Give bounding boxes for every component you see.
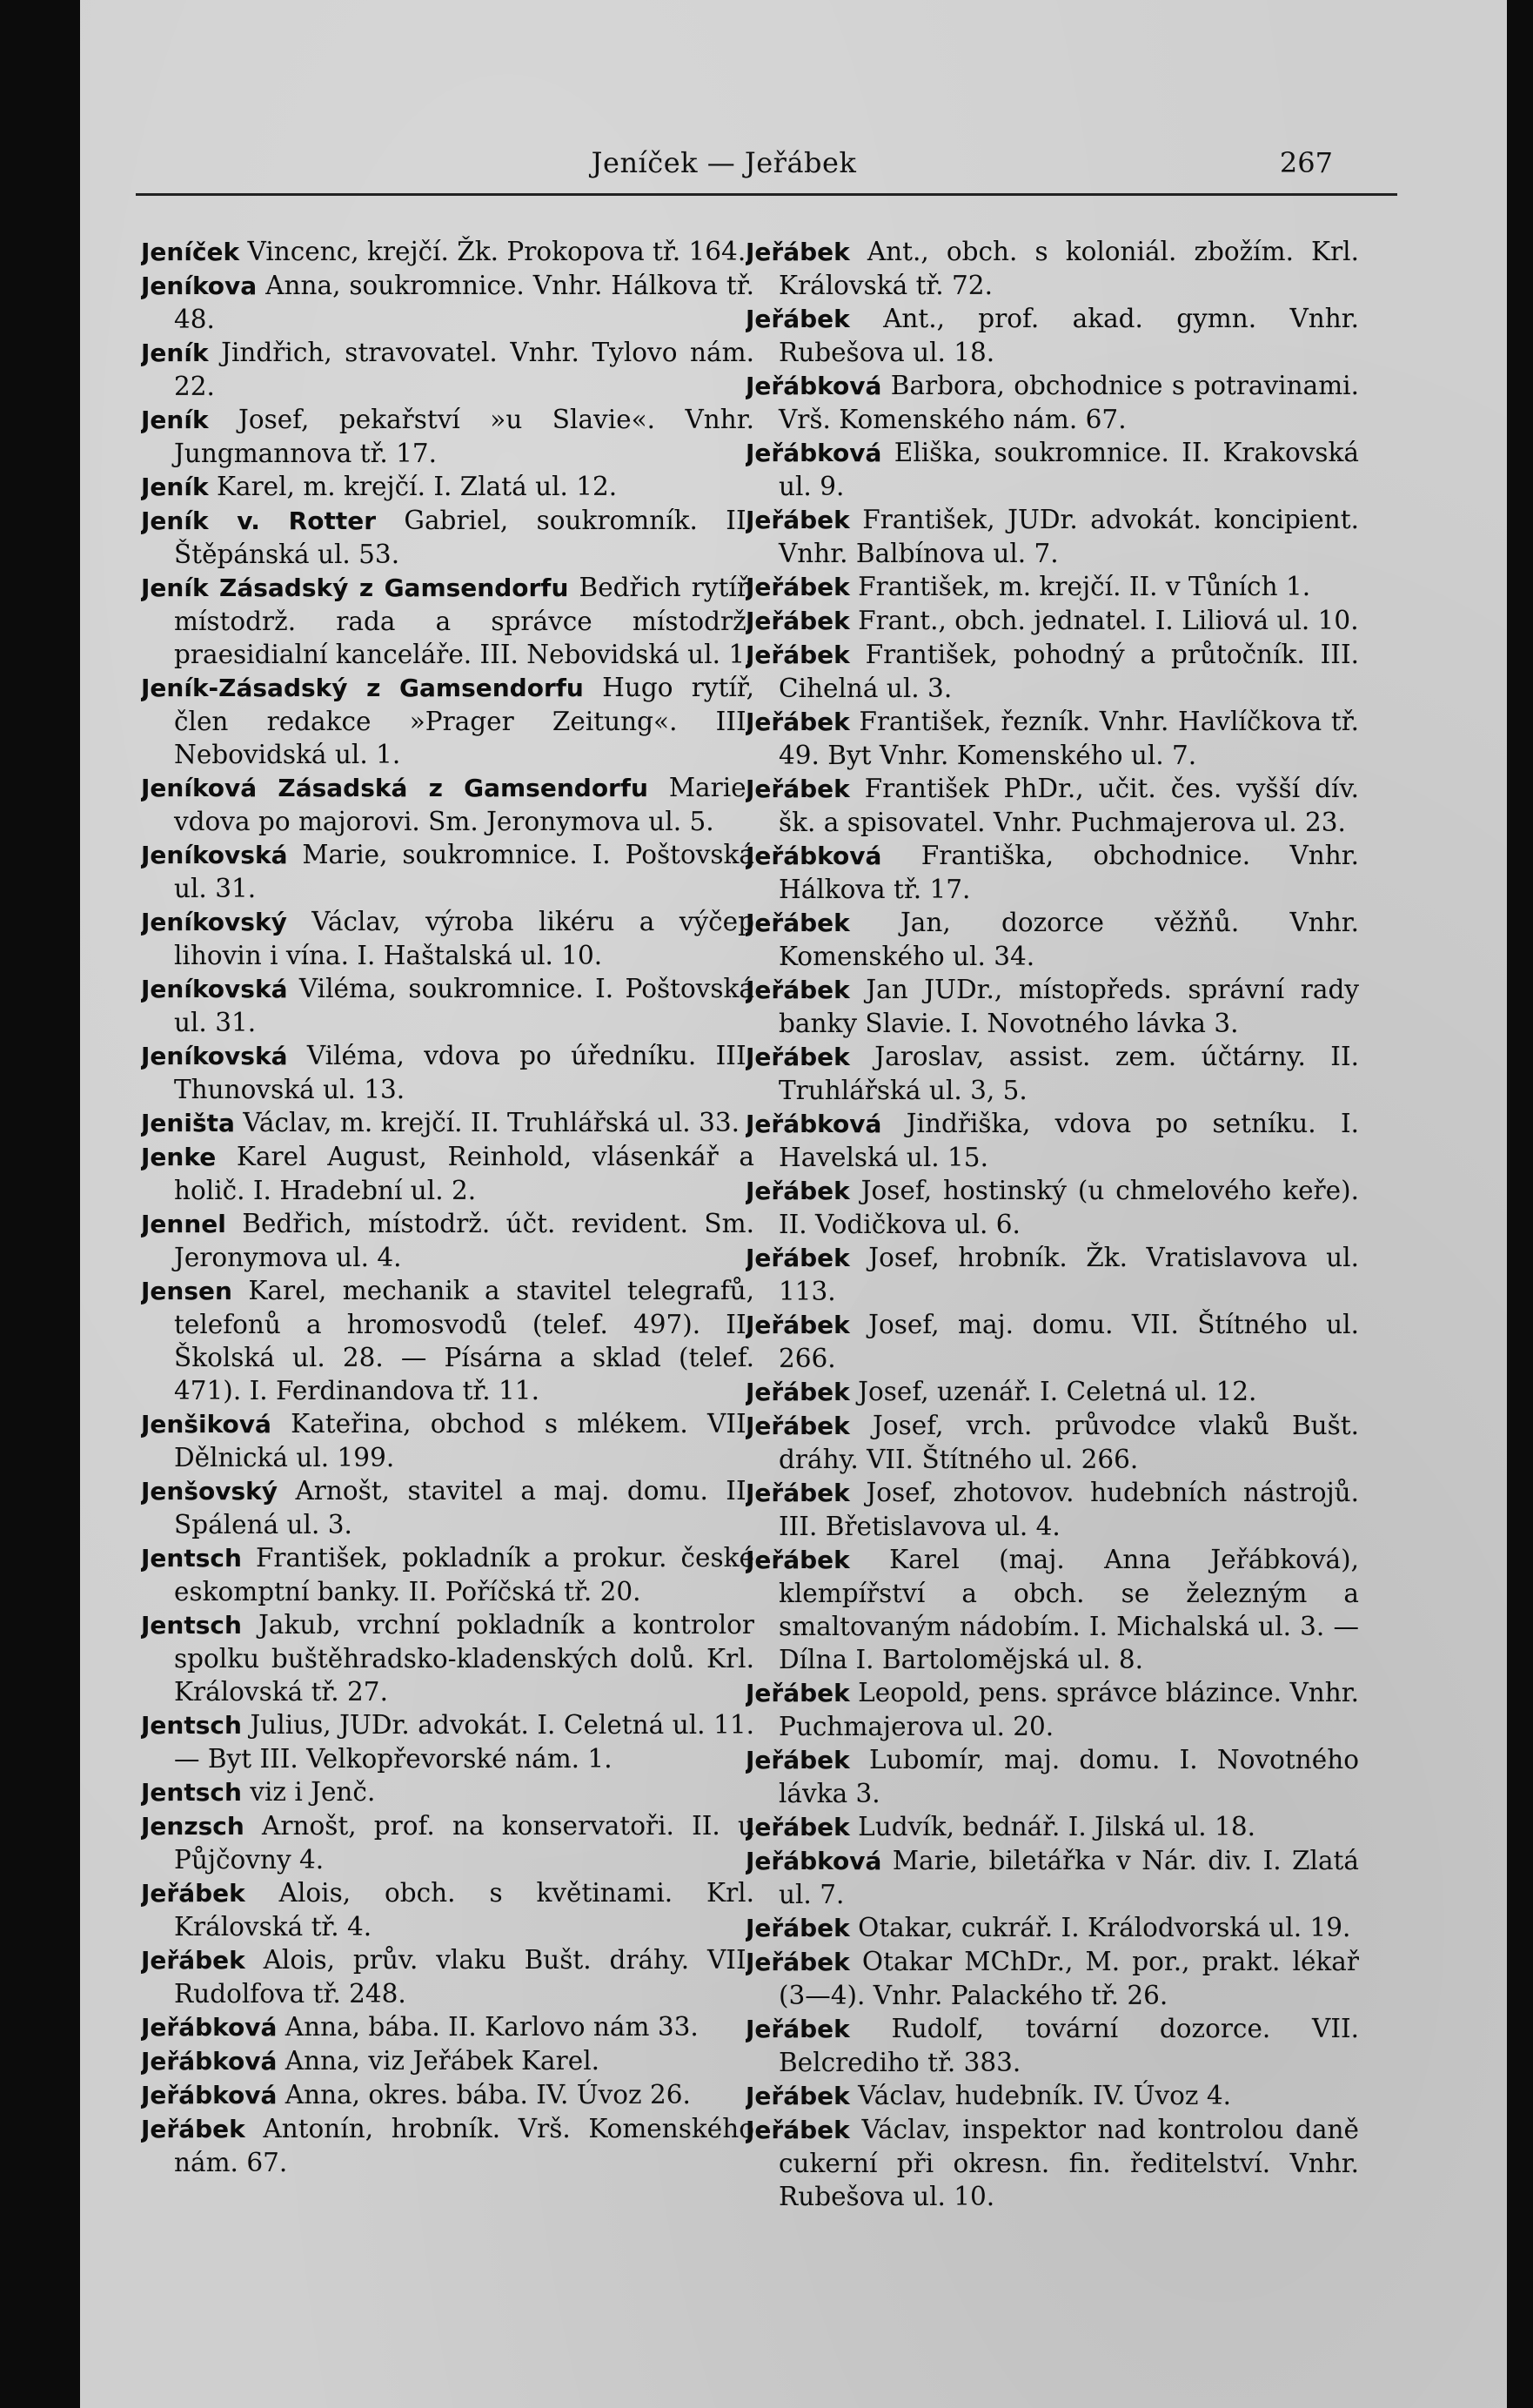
directory-entry (746, 973, 1359, 1040)
entry-name: Jeřábek (746, 641, 850, 669)
entry-name: Jenzsch (141, 1812, 244, 1841)
directory-entry (141, 838, 754, 905)
directory-entry (746, 906, 1359, 973)
directory-entry (746, 2113, 1359, 2213)
directory-entry (746, 1174, 1359, 1241)
directory-entry (746, 1241, 1359, 1308)
directory-entry (746, 302, 1359, 369)
directory-entry (141, 771, 754, 838)
entry-name: Jeřábek (746, 1378, 850, 1406)
entry-name: Jeřábek (746, 2116, 850, 2144)
entry-details: Václav, výroba likéru a výčep lihovin i vína. I. Haštalská ul. 10. (174, 907, 754, 970)
entry-name: Jeřábková (746, 1110, 882, 1138)
left-column (141, 235, 754, 2263)
directory-entry (141, 1708, 754, 1775)
entry-name: Jeník (141, 406, 209, 434)
entry-details: Josef, zhotovov. hudebních nástrojů. III. Břetislavova ul. 4. (779, 1478, 1359, 1541)
entry-details: Rudolf, tovární dozorce. VII. Belcrediho tř. 383. (779, 2014, 1359, 2077)
entry-name: Jeníček (141, 238, 240, 266)
directory-entry (141, 2044, 754, 2078)
entry-name: Jensen (141, 1277, 232, 1305)
entry-name: Jeřábek (746, 1948, 850, 1976)
entry-details: Anna, okres. bába. IV. Úvoz 26. (277, 2080, 691, 2110)
directory-entry (141, 1207, 754, 1274)
entry-details: Otakar, cukrář. I. Králodvorská ul. 19. (849, 1913, 1351, 1942)
running-title: Jeníček — Jeřábek (591, 146, 857, 179)
entry-details: František, JUDr. advokát. koncipient. Vnhr. Balbínova ul. 7. (779, 505, 1359, 568)
directory-entry (746, 705, 1359, 772)
directory-entry (141, 671, 754, 771)
entry-name: Jennel (141, 1210, 226, 1238)
entry-details: Leopold, pens. správce blázince. Vnhr. Puchmajerova ul. 20. (779, 1678, 1359, 1741)
entry-name: Jeník v. Rotter (141, 506, 377, 535)
directory-entry (141, 2010, 754, 2044)
entry-name: Jeřábek (746, 1412, 850, 1440)
entry-name: Jeřábková (746, 439, 882, 467)
entry-details: Eliška, soukromnice. II. Krakovská ul. 9. (779, 438, 1359, 501)
entry-name: Jeníkova (141, 272, 258, 300)
directory-entry (746, 1810, 1359, 1844)
entry-details: Josef, hrobník. Žk. Vratislavova ul. 113. (779, 1243, 1359, 1306)
entry-name: Jeřábková (141, 2081, 278, 2110)
directory-entry (746, 839, 1359, 906)
directory-entry (746, 570, 1359, 604)
directory-entry (141, 1809, 754, 1876)
entry-details: Václav, inspektor nad kontrolou daně cukerní při okresn. fin. ředitelství. Vnhr. Rubešova ul. 10. (779, 2115, 1359, 2211)
entry-details: Jakub, vrchní pokladník a kontrolor spolku buštěhradsko-kladenských dolů. Krl. Královská tř. 27. (174, 1610, 754, 1707)
entry-details: Jan JUDr., místopředs. správní rady banky Slavie. I. Novotného lávka 3. (779, 975, 1359, 1038)
entry-name: Jeřábek (746, 1244, 850, 1272)
directory-entry (746, 638, 1359, 705)
entry-name: Jeřábek (746, 1679, 850, 1707)
entry-name: Jeřábek (746, 1043, 850, 1071)
header-rule (136, 193, 1397, 196)
directory-entry (746, 1375, 1359, 1409)
entry-name: Jeník (141, 473, 209, 501)
entry-details: Viléma, vdova po úředníku. III. Thunovská ul. 13. (174, 1041, 754, 1104)
entry-details: Bedřich rytíř, místodrž. rada a správce místodrž. praesidialní kanceláře. III. Nebovidská ul. 1. (174, 573, 754, 669)
entry-details: Marie, soukromnice. I. Poštovská ul. 31. (174, 840, 754, 903)
entry-details: Lubomír, maj. domu. I. Novotného lávka 3. (779, 1745, 1359, 1808)
directory-entry (141, 2078, 754, 2112)
entry-details: Kateřina, obchod s mlékem. VII. Dělnická ul. 199. (174, 1409, 754, 1472)
entry-details: Vincenc, krejčí. Žk. Prokopova tř. 164. (239, 237, 746, 266)
directory-entry (746, 2012, 1359, 2079)
entry-details: Bedřich, místodrž. účt. revident. Sm. Jeronymova ul. 4. (174, 1209, 754, 1272)
entry-details: Arnošt, prof. na konservatoři. II. u Půjčovny 4. (174, 1811, 754, 1875)
directory-entry (746, 235, 1359, 302)
book-page (80, 0, 1507, 2408)
directory-entry (141, 403, 754, 470)
entry-name: Jeník-Zásadský z Gamsendorfu (141, 674, 584, 702)
directory-entry (746, 604, 1359, 638)
entry-name: Jeníkovská (141, 1042, 288, 1070)
directory-entry (746, 2079, 1359, 2113)
directory-entry (141, 504, 754, 571)
directory-entry (141, 905, 754, 972)
entry-name: Jentsch (141, 1611, 242, 1640)
directory-entry (746, 436, 1359, 503)
directory-entry (141, 1140, 754, 1207)
directory-entry (746, 1107, 1359, 1174)
entry-details: František, pohodný a průtočník. III. Cihelná ul. 3. (779, 640, 1359, 703)
entry-details: Josef, maj. domu. VII. Štítného ul. 266. (779, 1310, 1359, 1373)
entry-name: Jeřábek (746, 1546, 850, 1574)
entry-details: Václav, hudebník. IV. Úvoz 4. (849, 2081, 1231, 2110)
entry-details: Josef, uzenář. I. Celetná ul. 12. (849, 1377, 1257, 1406)
entry-details: Frant., obch. jednatel. I. Liliová ul. 10. (849, 606, 1359, 635)
directory-entry (746, 1911, 1359, 1945)
directory-entry (746, 772, 1359, 839)
entry-name: Jeřábek (141, 1946, 245, 1975)
entry-details: Anna, soukromnice. Vnhr. Hálkova tř. 48. (174, 271, 754, 334)
directory-entry (746, 1040, 1359, 1107)
entry-name: Jeníkovská (141, 975, 288, 1003)
entry-name: Jeřábková (746, 1847, 882, 1875)
entry-details: viz i Jenč. (241, 1777, 376, 1807)
entry-name: Jeník Zásadský z Gamsendorfu (141, 573, 569, 602)
entry-details: Hugo rytíř, člen redakce »Prager Zeitung«. III. Nebovidská ul. 1. (174, 673, 754, 769)
directory-entry (141, 1474, 754, 1541)
entry-name: Jeřábek (746, 573, 850, 601)
entry-name: Jeřábek (746, 607, 850, 635)
entry-details: Antonín, hrobník. Vrš. Komenského nám. 67. (174, 2114, 754, 2177)
entry-details: Otakar MChDr., M. por., prakt. lékař (3—4). Vnhr. Palackého tř. 26. (779, 1947, 1359, 2010)
directory-entry (746, 1676, 1359, 1743)
entry-details: Alois, prův. vlaku Bušt. dráhy. VII. Rudolfova tř. 248. (174, 1945, 754, 2009)
entry-name: Jeřábek (746, 909, 850, 937)
entry-details: Karel August, Reinhold, vlásenkář a holič. I. Hradební ul. 2. (174, 1142, 754, 1205)
entry-details: Viléma, soukromnice. I. Poštovská ul. 31. (174, 974, 754, 1037)
entry-name: Jeřábek (746, 1914, 850, 1942)
directory-entry (141, 470, 754, 504)
entry-details: Arnošt, stavitel a maj. domu. II. Spálená ul. 3. (174, 1476, 754, 1539)
entry-details: Anna, viz Jeřábek Karel. (277, 2046, 600, 2076)
entry-details: Alois, obch. s květinami. Krl. Královská tř. 4. (174, 1878, 754, 1942)
entry-details: Karel, mechanik a stavitel telegrafů, telefonů a hromosvodů (telef. 497). II. Školská ul. 28. — Písárna a sklad (telef. 471). I. Ferdinandova tř. 11. (174, 1276, 754, 1405)
entry-name: Jentsch (141, 1778, 242, 1807)
directory-entry (141, 1106, 754, 1140)
entry-name: Jeník (141, 339, 209, 367)
entry-details: Jindřiška, vdova po setníku. I. Havelská ul. 15. (779, 1109, 1359, 1172)
entry-name: Jentsch (141, 1544, 242, 1573)
entry-name: Jeřábek (746, 976, 850, 1004)
entry-name: Jeřábek (746, 506, 850, 534)
entry-details: Václav, m. krejčí. II. Truhlářská ul. 33. (234, 1108, 740, 1137)
entry-details: Ant., prof. akad. gymn. Vnhr. Rubešova ul. 18. (779, 304, 1359, 367)
entry-name: Jenke (141, 1143, 217, 1171)
entry-details: Marie, biletářka v Nár. div. I. Zlatá ul. 7. (779, 1846, 1359, 1909)
entry-name: Jeřábková (746, 842, 882, 870)
entry-name: Jeřábek (746, 238, 850, 266)
entry-name: Jeřábková (141, 2047, 278, 2076)
entry-details: Barbora, obchodnice s potravinami. Vrš. Komenského nám. 67. (779, 371, 1359, 434)
entry-name: Jeřábek (746, 1813, 850, 1841)
directory-entry (141, 1541, 754, 1608)
directory-entry (141, 1039, 754, 1106)
directory-entry (746, 1743, 1359, 1810)
entry-details: Josef, vrch. průvodce vlaků Bušt. dráhy. VII. Štítného ul. 266. (779, 1411, 1359, 1474)
entry-name: Jeřábek (746, 1479, 850, 1507)
entry-details: Jindřich, stravovatel. Vnhr. Tylovo nám. 22. (174, 338, 754, 401)
directory-entry (141, 1775, 754, 1809)
entry-details: František, pokladník a prokur. české eskomptní banky. II. Poříčská tř. 20. (174, 1543, 754, 1606)
entry-name: Jeníková Zásadská z Gamsendorfu (141, 774, 648, 802)
entry-details: Ludvík, bednář. I. Jilská ul. 18. (849, 1812, 1255, 1841)
entry-name: Jeřábek (746, 1311, 850, 1339)
directory-entry (141, 972, 754, 1039)
directory-entry (746, 1844, 1359, 1911)
entry-name: Jenšovský (141, 1477, 278, 1506)
page-header (80, 146, 1507, 184)
entry-name: Jeřábek (746, 1177, 850, 1205)
directory-entry (141, 1407, 754, 1474)
directory-entry (746, 1409, 1359, 1476)
entry-name: Jeřábek (141, 1879, 245, 1908)
entry-name: Jeřábek (746, 708, 850, 736)
entry-name: Jeřábek (746, 2015, 850, 2043)
entry-name: Jeřábek (746, 305, 850, 333)
entry-name: Jeřábek (746, 2082, 850, 2110)
directory-entry (141, 1274, 754, 1407)
directory-entry (746, 503, 1359, 570)
entry-details: Anna, bába. II. Karlovo nám 33. (277, 2012, 699, 2042)
entry-name: Jeřábková (746, 372, 882, 400)
directory-entry (141, 235, 754, 269)
entry-details: Josef, hostinský (u chmelového keře). II. Vodičkova ul. 6. (779, 1176, 1359, 1239)
entry-details: Františka, obchodnice. Vnhr. Hálkova tř. 17. (779, 841, 1359, 904)
entry-name: Jeníkovský (141, 908, 287, 936)
directory-entry (141, 269, 754, 336)
directory-entry (746, 369, 1359, 436)
entry-details: Jan, dozorce věžňů. Vnhr. Komenského ul. 34. (779, 908, 1359, 971)
entry-name: Jeřábková (141, 2013, 278, 2042)
entry-name: Jeníkovská (141, 841, 288, 869)
directory-entry (746, 1543, 1359, 1676)
right-column (746, 235, 1359, 2263)
entry-details: Marie, vdova po majorovi. Sm. Jeronymova ul. 5. (174, 773, 754, 836)
directory-entry (141, 336, 754, 403)
directory-entry (141, 1876, 754, 1943)
entry-name: Jentsch (141, 1711, 242, 1740)
directory-entry (746, 1308, 1359, 1375)
entry-details: Julius, JUDr. advokát. I. Celetná ul. 11. — Byt III. Velkopřevorské nám. 1. (174, 1710, 754, 1774)
entry-details: Ant., obch. s koloniál. zbožím. Krl. Královská tř. 72. (779, 237, 1359, 300)
entry-name: Jeništa (141, 1109, 235, 1137)
directory-entry (141, 571, 754, 671)
entry-details: František, m. krejčí. II. v Tůních 1. (849, 572, 1311, 601)
directory-entry (141, 2112, 754, 2179)
directory-entry (141, 1943, 754, 2010)
entry-name: Jeřábek (141, 2115, 245, 2143)
entry-details: Karel, m. krejčí. I. Zlatá ul. 12. (208, 472, 618, 501)
directory-entry (141, 1608, 754, 1708)
directory-entry (746, 1476, 1359, 1543)
page-number: 267 (1279, 146, 1333, 179)
entry-details: František PhDr., učit. čes. vyšší dív. šk. a spisovatel. Vnhr. Puchmajerova ul. 23. (779, 774, 1359, 837)
entry-details: Karel (maj. Anna Jeřábková), klempířství a obch. se železným a smaltovaným nádobím. I. Michalská ul. 3. — Dílna I. Bartolomějská ul. 8. (779, 1545, 1359, 1674)
entry-details: František, řezník. Vnhr. Havlíčkova tř. 49. Byt Vnhr. Komenského ul. 7. (779, 707, 1359, 770)
entry-details: Gabriel, soukromník. II. Štěpánská ul. 53. (174, 506, 754, 569)
entry-details: Josef, pekařství »u Slavie«. Vnhr. Jungmannova tř. 17. (174, 405, 754, 468)
entry-name: Jeřábek (746, 1746, 850, 1774)
entry-details: Jaroslav, assist. zem. účtárny. II. Truhlářská ul. 3, 5. (779, 1042, 1359, 1105)
entry-name: Jenšiková (141, 1410, 271, 1439)
entry-name: Jeřábek (746, 775, 850, 803)
directory-entry (746, 1945, 1359, 2012)
